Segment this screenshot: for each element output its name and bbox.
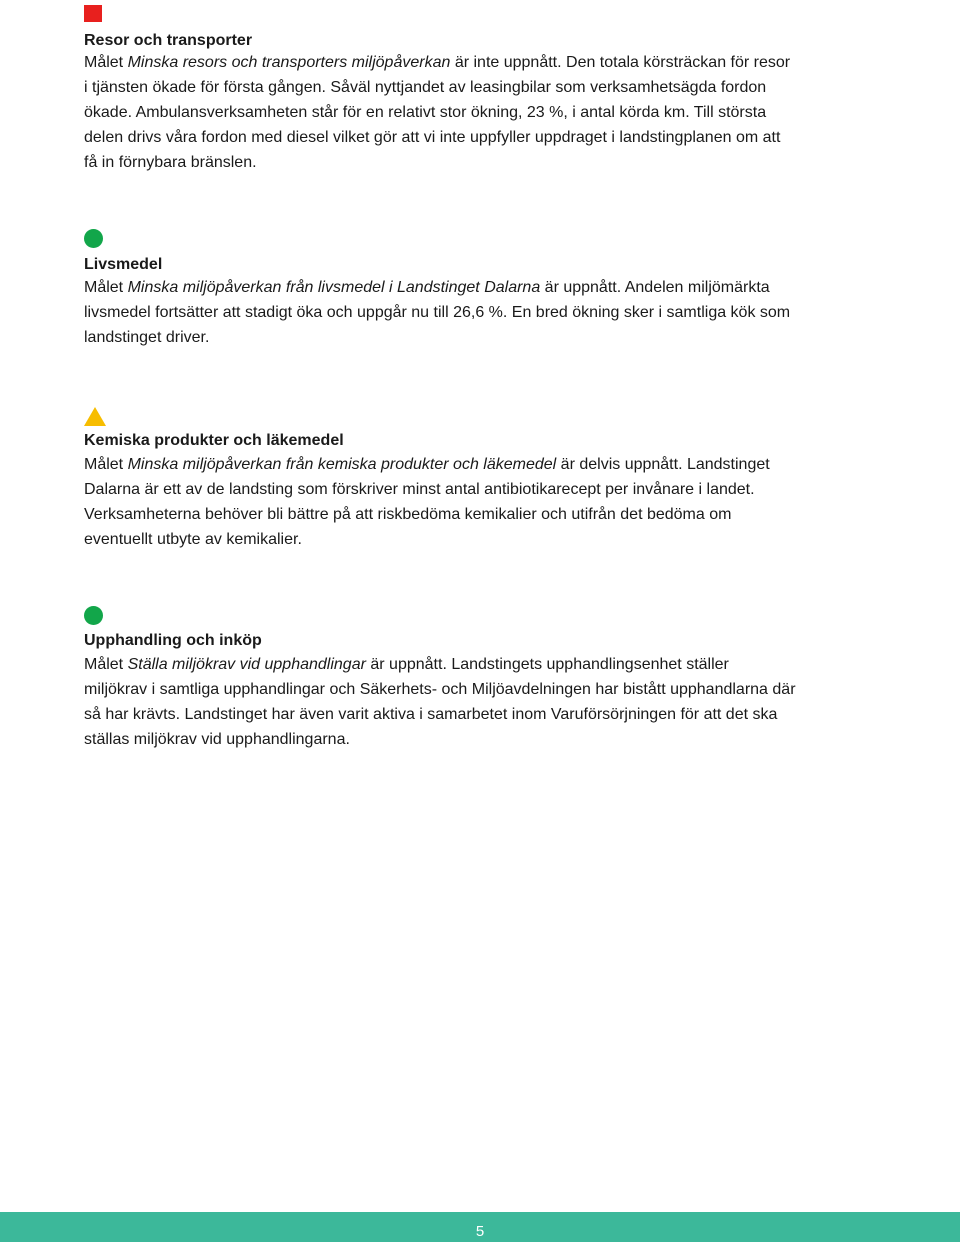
status-red-square-icon xyxy=(84,5,102,22)
body-line: ökade. Ambulansverksamheten står för en relativt stor ökning, 23 %, i antal körda km. Till största xyxy=(84,104,767,121)
section-body xyxy=(84,50,874,175)
goal-name: Minska miljöpåverkan från kemiska produkter och läkemedel xyxy=(127,456,557,473)
body-line: landstinget driver. xyxy=(84,329,210,346)
body-line: Målet Minska miljöpåverkan från livsmedel i Landstinget Dalarna är uppnått. Andelen miljömärkta xyxy=(84,279,770,296)
body-line: Verksamheterna behöver bli bättre på att riskbedöma kemikalier och utifrån det bedöma om xyxy=(84,506,732,523)
section-title: Kemiska produkter och läkemedel xyxy=(84,432,344,449)
body-line: så har krävts. Landstinget har även varit aktiva i samarbetet inom Varuförsörjningen för att det ska xyxy=(84,706,778,723)
body-line: delen drivs våra fordon med diesel vilket gör att vi inte uppfyller uppdraget i landstingplanen om att xyxy=(84,129,781,146)
body-line: miljökrav i samtliga upphandlingar och Säkerhets- och Miljöavdelningen har bistått upphandlarna där xyxy=(84,681,796,698)
section-body xyxy=(84,652,874,752)
body-line: Dalarna är ett av de landsting som förskriver minst antal antibiotikarecept per invånare i landet. xyxy=(84,481,755,498)
section-title: Upphandling och inköp xyxy=(84,632,262,649)
body-line: livsmedel fortsätter att stadigt öka och uppgår nu till 26,6 %. En bred ökning sker i samtliga kök som xyxy=(84,304,791,321)
body-line: få in förnybara bränslen. xyxy=(84,154,257,171)
section-body xyxy=(84,275,874,350)
section-title: Livsmedel xyxy=(84,256,163,273)
body-line: eventuellt utbyte av kemikalier. xyxy=(84,531,302,548)
status-green-circle-icon xyxy=(84,229,103,248)
status-yellow-triangle-icon xyxy=(84,407,106,426)
status-green-circle-icon xyxy=(84,606,103,625)
goal-name: Minska resors och transporters miljöpåverkan xyxy=(127,54,451,71)
section-body xyxy=(84,452,874,552)
body-line: Målet Minska miljöpåverkan från kemiska produkter och läkemedel är delvis uppnått. Landstinget xyxy=(84,456,770,473)
goal-name: Minska miljöpåverkan från livsmedel i Landstinget Dalarna xyxy=(127,279,541,296)
body-line: Målet Minska resors och transporters miljöpåverkan är inte uppnått. Den totala körsträckan för resor xyxy=(84,54,791,71)
body-line: ställas miljökrav vid upphandlingarna. xyxy=(84,731,350,748)
goal-name: Ställa miljökrav vid upphandlingar xyxy=(127,656,366,673)
page-number: 5 xyxy=(475,1223,485,1240)
body-line: Målet Ställa miljökrav vid upphandlingar är uppnått. Landstingets upphandlingsenhet ställer xyxy=(84,656,729,673)
section-title: Resor och transporter xyxy=(84,32,253,49)
body-line: i tjänsten ökade för första gången. Såväl nyttjandet av leasingbilar som verksamhetsägda fordon xyxy=(84,79,767,96)
